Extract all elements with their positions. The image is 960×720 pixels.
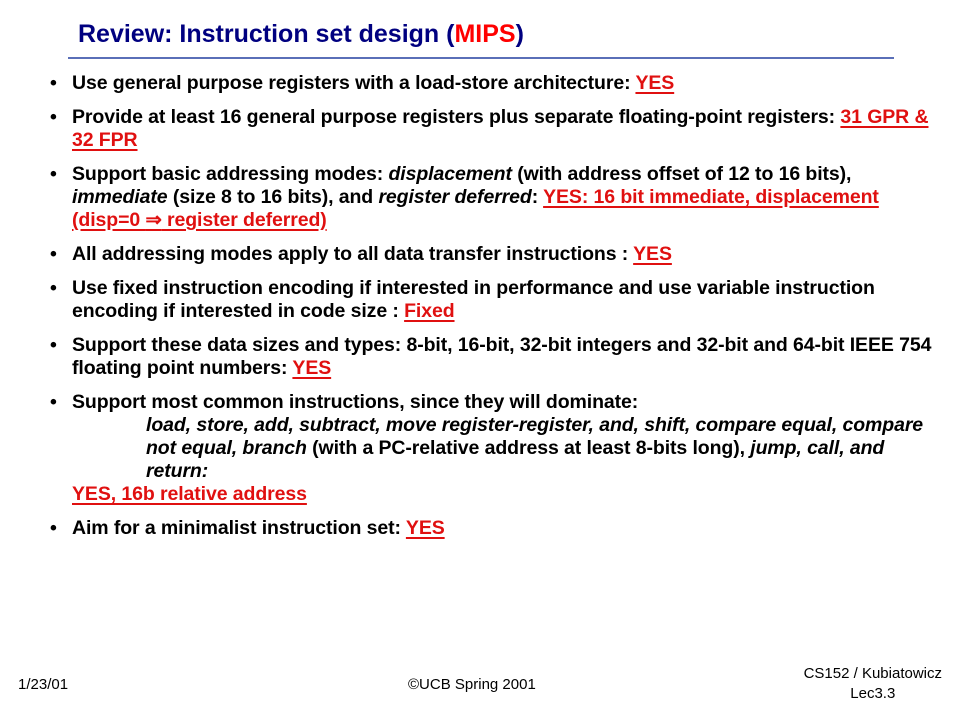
bullet-list — [50, 72, 950, 551]
instruction-list: load, store, add, subtract, move register-register, and, shift, compare equal, compare not equal, branch (with a PC-relative address at least 8-bits long), jump, call, and return: — [146, 414, 924, 482]
answer-text: YES: 16 bit immediate, displacement (disp=0 ⇒ register deferred) — [72, 186, 879, 231]
bullet-item: • Aim for a minimalist instruction set: YES — [50, 517, 950, 540]
footer-course: CS152 / Kubiatowicz Lec3.3 — [803, 665, 942, 702]
slide-title: Review: Instruction set design (MIPS) — [78, 20, 524, 48]
footer-copyright: ©UCB Spring 2001 — [408, 676, 536, 693]
answer-text: YES — [292, 357, 332, 379]
answer-text: 31 GPR & 32 FPR — [72, 106, 929, 151]
answer-text: Fixed — [404, 300, 455, 322]
answer-text: YES, 16b relative address — [72, 483, 307, 505]
bullet-item: • Support these data sizes and types: 8-bit, 16-bit, 32-bit integers and 32-bit and 64-bit IEEE 754 floating point numbers: YES — [50, 334, 950, 380]
answer-text: YES — [635, 72, 675, 94]
answer-text: YES — [405, 517, 445, 539]
bullet-item: • Use fixed instruction encoding if interested in performance and use variable instruction encoding if interested in code size : Fixed — [50, 277, 950, 323]
answer-text: YES — [633, 243, 672, 265]
implies-arrow-icon: ⇒ — [145, 209, 162, 231]
title-highlight: MIPS — [454, 20, 516, 48]
title-divider — [68, 57, 894, 59]
bullet-item: • All addressing modes apply to all data transfer instructions : YES — [50, 243, 950, 266]
bullet-item: • Support most common instructions, since they will dominate: load, store, add, subtract, move register-register, and, shift, compare equal, compare not equal, branch (with a PC-relative address at least 8-bits long), jump, call, and return: YES, 16b relative address — [50, 391, 950, 506]
bullet-item: • Use general purpose registers with a load-store architecture: YES — [50, 72, 950, 95]
bullet-item: • Support basic addressing modes: displacement (with address offset of 12 to 16 bits), immediate (size 8 to 16 bits), and register deferred: YES: 16 bit immediate, displacement (disp=0 ⇒ register deferred) — [50, 163, 950, 232]
bullet-item: • Provide at least 16 general purpose registers plus separate floating-point registers: 31 GPR & 32 FPR — [50, 106, 950, 152]
footer-date: 1/23/01 — [18, 676, 69, 693]
